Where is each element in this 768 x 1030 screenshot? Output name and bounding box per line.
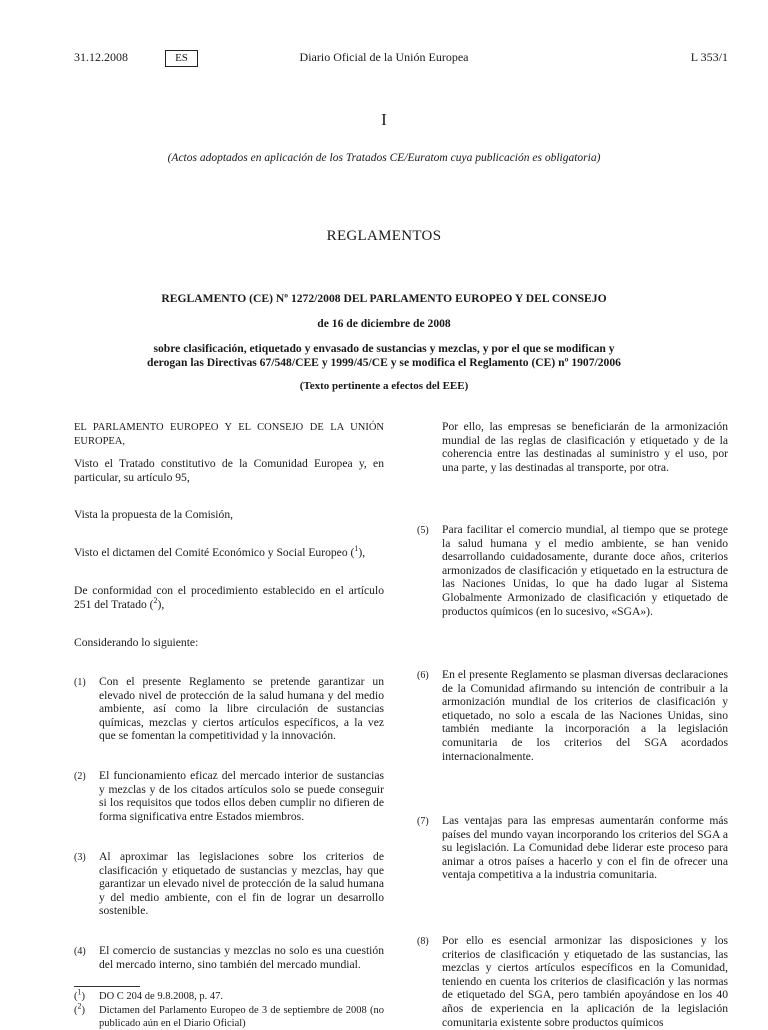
footnote-ref-2: 2 xyxy=(153,595,158,605)
footnote-1-mark: ($^1$) xyxy=(74,987,85,1002)
language-badge: ES xyxy=(165,50,198,67)
regulation-subject-line1: sobre clasificación, etiquetado y envasado de sustancias y mezclas, y por el que se modifican y xyxy=(153,342,615,355)
regulation-subject-line2: derogan las Directivas 67/548/CEE y 1999/45/CE y se modifica el Reglamento (CE) nº 1907/2006 xyxy=(147,356,621,369)
visto-tratado: Visto el Tratado constitutivo de la Comunidad Europea y, en particular, su artículo 95, xyxy=(74,457,384,484)
recital-text: El funcionamiento eficaz del mercado interior de sustancias y mezclas y de los citados artículos solo se puede conseguir si los requisitos que todos ellos deben cumplir no difieren de forma significativa entre Estados miembros. xyxy=(99,769,384,823)
opening-formula: EL PARLAMENTO EUROPEO Y EL CONSEJO DE LA UNIÓN EUROPEA, xyxy=(74,422,384,447)
recital-number: (6) xyxy=(417,670,429,681)
regulation-subject xyxy=(0,342,768,370)
recital-number: (3) xyxy=(74,852,86,863)
recital-text: Para facilitar el comercio mundial, al tiempo que se protege la salud humana y el medio ambiente, se han venido desarrollando cuidadosamente, durante doce años, criterios armonizados de clasificación y etiquetado en la estructura de las Naciones Unidas, lo que ha dado lugar al Sistema Globalmente Armonizado de clasificación y etiquetado de productos químicos (en lo sucesivo, «SGA»). xyxy=(442,523,728,618)
recital-text: Por ello es esencial armonizar las disposiciones y los criterios de clasificación y etiquetado de las sustancias, las mezclas y ciertos artículos específicos en la Comunidad, teniendo en cuenta los criterios de clasificación y las normas de etiquetado del SGA, pero también apoyándose en los 40 años de experiencia en la aplicación de la legislación comunitaria existente sobre productos químicos xyxy=(442,934,728,1029)
page-reference: L 353/1 xyxy=(690,50,728,64)
recital-text: En el presente Reglamento se plasman diversas declaraciones de la Comunidad afirmando su intención de contribuir a la armonización mundial de los criterios de clasificación y etiquetado, no solo a escala de las Naciones Unidas, sino también mediante la incorporación a la legislación comunitaria de los criterios del SGA acordados internacionalmente. xyxy=(442,668,728,763)
section-heading: REGLAMENTOS xyxy=(326,228,442,244)
visto-propuesta: Vista la propuesta de la Comisión, xyxy=(74,508,234,521)
regulation-title: REGLAMENTO (CE) Nº 1272/2008 DEL PARLAMENTO EUROPEO Y DEL CONSEJO xyxy=(161,292,607,305)
footnote-separator xyxy=(74,986,140,987)
recital-text: Con el presente Reglamento se pretende garantizar un elevado nivel de protección de la salud humana y del medio ambiente, así como la libre circulación de sustancias químicas, mezclas y ciertos artículos específicos, a la vez que se fomentan la competitividad y la innovación. xyxy=(99,675,384,743)
header-date: 31.12.2008 xyxy=(74,50,128,64)
recital-number: (4) xyxy=(74,946,86,957)
section-description: (Actos adoptados en aplicación de los Tratados CE/Euratom cuya publicación es obligatoria) xyxy=(167,152,601,164)
footnote-1-text: DO C 204 de 9.8.2008, p. 47. xyxy=(99,991,223,1002)
section-number: I xyxy=(381,110,387,129)
recital-number: (2) xyxy=(74,771,86,782)
considerando-intro: Considerando lo siguiente: xyxy=(74,636,199,649)
recital-continuation: Por ello, las empresas se beneficiarán de la armonización mundial de las reglas de clasificación y etiquetado y de la coherencia entre las destinadas al suministro y el uso, por una parte, y las destinadas al transporte, por otra. xyxy=(442,420,728,474)
recital-text: Al aproximar las legislaciones sobre los criterios de clasificación y etiquetado de sustancias y mezclas, hay que garantizar un elevado nivel de protección de la salud humana y del medio ambiente, con el fin de lograr un desarrollo sostenible. xyxy=(99,850,384,918)
visto-dictamen: Visto el dictamen del Comité Económico y Social Europeo ($^1$), xyxy=(74,544,366,559)
footnote-2-mark: ($^2$) xyxy=(74,1001,85,1016)
footnote-ref-1: 1 xyxy=(354,544,359,554)
recital-number: (5) xyxy=(417,525,429,536)
recital-text: El comercio de sustancias y mezclas no solo es una cuestión del mercado interno, sino también del mercado mundial. xyxy=(99,944,384,971)
eee-note: (Texto pertinente a efectos del EEE) xyxy=(299,380,469,392)
recital-number: (7) xyxy=(417,816,429,827)
recital-text: Las ventajas para las empresas aumentarán conforme más países del mundo vayan incorporando los criterios del SGA a su legislación. La Comunidad debe liderar este proceso para animar a otros países a hacerlo y con el fin de ofrecer una ventaja competitiva a la industria comunitaria. xyxy=(442,814,728,882)
footnote-2-text: Dictamen del Parlamento Europeo de 3 de septiembre de 2008 (no publicado aún en el Diario Oficial) xyxy=(99,1005,384,1029)
regulation-date: de 16 de diciembre de 2008 xyxy=(317,317,451,330)
conformidad-paragraph: De conformidad con el procedimiento establecido en el artículo 251 del Tratado ($^2$), xyxy=(74,584,384,611)
recital-number: (1) xyxy=(74,677,86,688)
journal-title: Diario Oficial de la Unión Europea xyxy=(299,50,469,64)
recital-number: (8) xyxy=(417,936,429,947)
